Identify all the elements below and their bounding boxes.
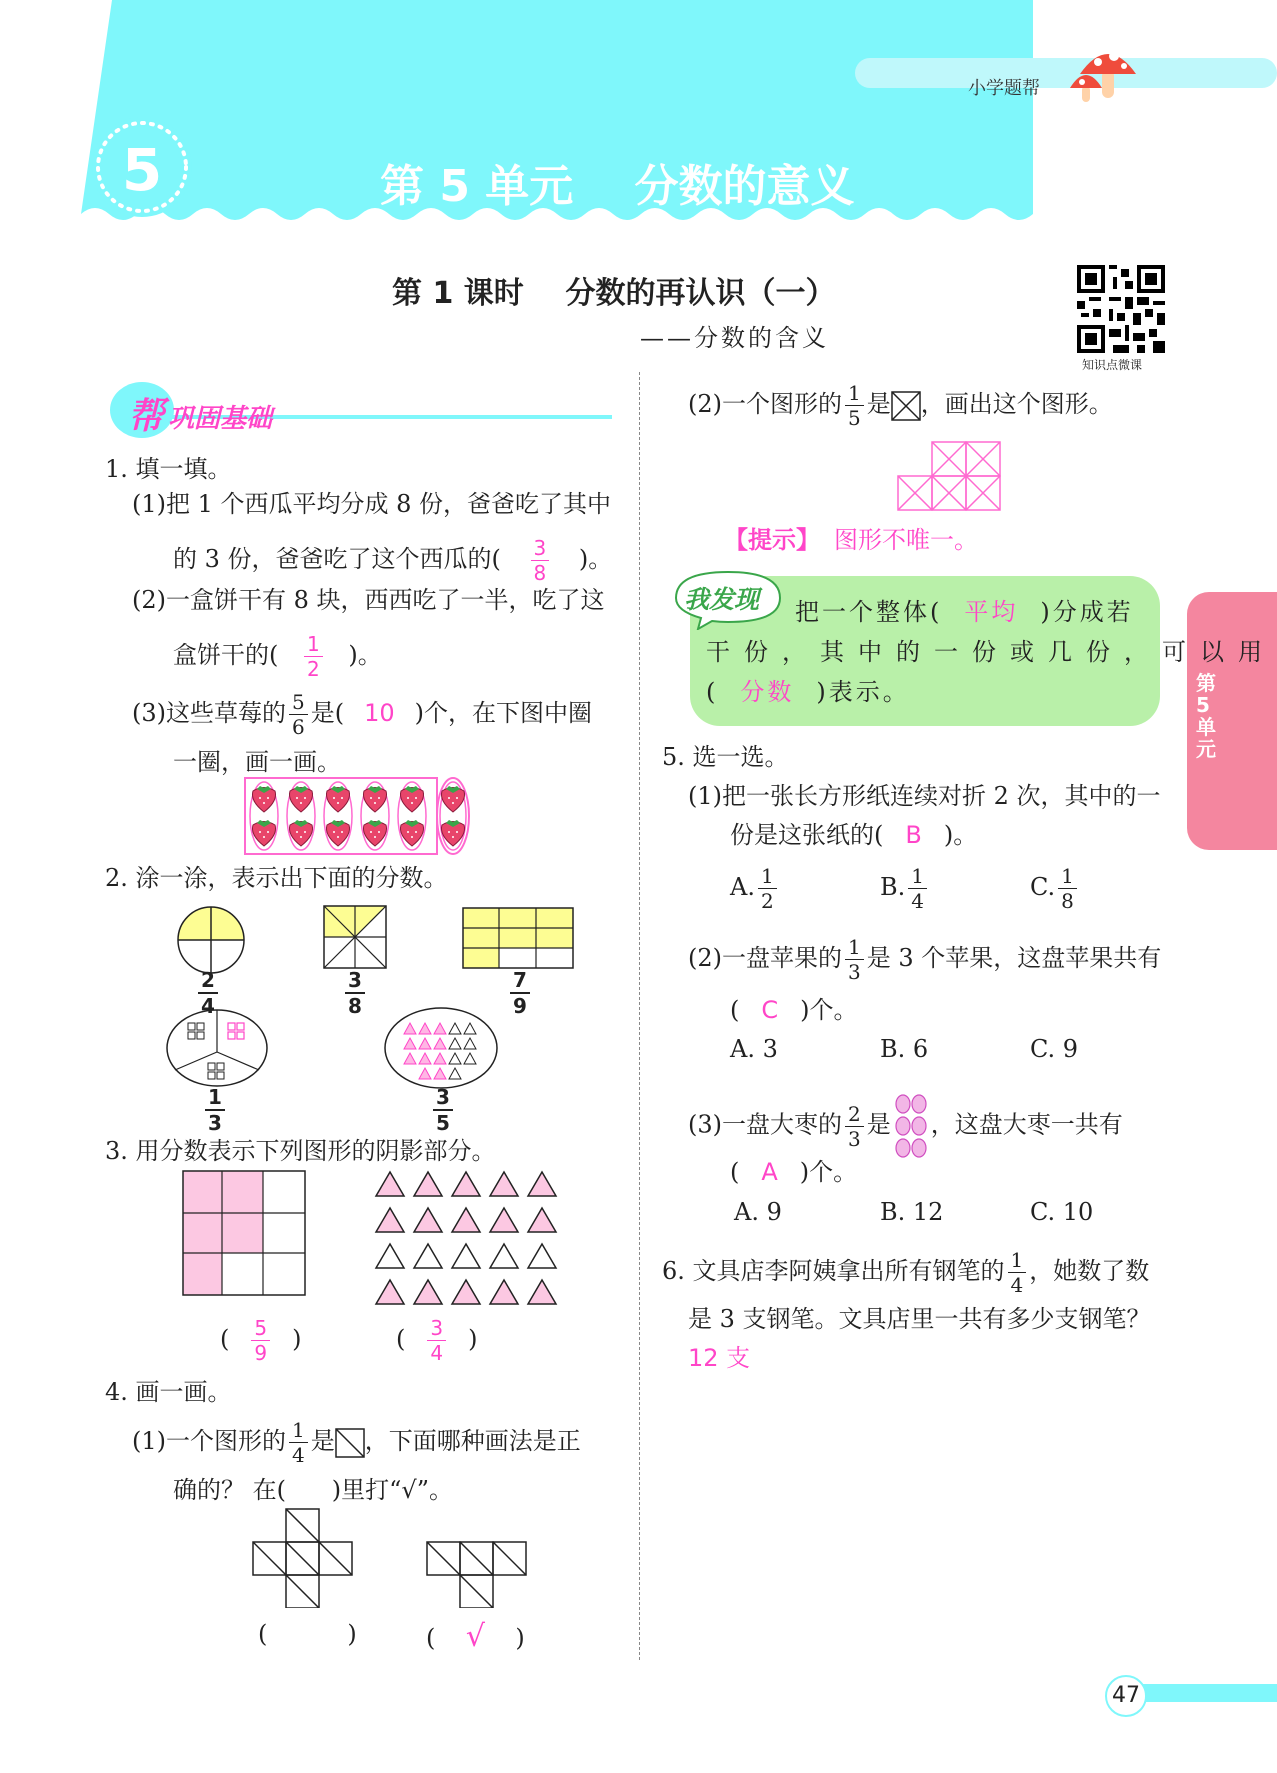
lesson-title: 第 1 课时 分数的再认识（一） (392, 276, 836, 311)
q4-p2-line1: (2)一个图形的 $\frac{1}{5}$ 是 ，画出这个图形。 (688, 381, 1113, 430)
q6-line2: 是 3 支钢笔。文具店里一共有多少支钢笔？ (688, 1305, 1151, 1333)
q5-p2-option-a[interactable]: A. 3 (730, 1035, 778, 1063)
q1-p2-answer: $\frac{1}{2}$ (304, 634, 323, 679)
section-label: 巩固基础 (168, 404, 273, 434)
q5-p2-option-b[interactable]: B. 6 (880, 1035, 929, 1063)
discover-line1: 把一个整体( 平均 )分成若 (795, 598, 1134, 626)
q1-p3-line1: (3)这些草莓的 $\frac{5}{6}$ 是( 10 )个，在下图中圈 (132, 690, 593, 739)
q5-p1-line2: 份是这张纸的( B )。 (730, 821, 978, 849)
q1-p3-line2: 一圈，画一画。 (173, 748, 341, 776)
q1-p1-line2: 的 3 份，爸爸吃了这个西瓜的( $\frac{3}{8}$ )。 (173, 536, 613, 585)
q1-p2-line2: 盒饼干的( $\frac{1}{2}$ )。 (173, 632, 382, 681)
qr-caption: 知识点微课 (1082, 358, 1143, 372)
dates-icon (893, 1093, 929, 1159)
side-tab-label: 第5单元 (1196, 671, 1216, 761)
q5-p3-line1: (3)一盘大枣的 $\frac{2}{3}$ 是 ，这盘大枣一共有 (688, 1093, 1123, 1159)
q1-p1-line1: (1)把 1 个西瓜平均分成 8 份，爸爸吃了其中 (132, 490, 612, 518)
q2-fraction-4: 1 3 (205, 1087, 225, 1133)
q2-fraction-2: 3 8 (345, 970, 365, 1016)
q3-answer-1: ( $\frac{5}{9}$ ) (220, 1316, 302, 1365)
q5-p3-option-c[interactable]: C. 10 (1030, 1198, 1094, 1226)
q2-fraction-1: 2 4 (198, 970, 218, 1016)
x-square-icon (891, 391, 921, 421)
q5-p1-option-c[interactable]: C. $\frac{1}{8}$ (1030, 866, 1080, 911)
q5-p3-option-b[interactable]: B. 12 (880, 1198, 944, 1226)
q1-p3-answer: 10 (364, 699, 395, 727)
q4-choice-2[interactable]: ( √ ) (426, 1619, 525, 1654)
q3-answer-2: ( $\frac{3}{4}$ ) (396, 1316, 478, 1365)
q5-p1-line1: (1)把一张长方形纸连续对折 2 次，其中的一 (688, 782, 1161, 810)
q3-figures (180, 1168, 570, 1308)
q5-p3-option-a[interactable]: A. 9 (734, 1198, 782, 1226)
q2-fraction-3: 7 9 (510, 970, 530, 1016)
q6-answer: 12 支 (688, 1344, 751, 1372)
q5-p2-line1: (2)一盘苹果的 $\frac{1}{3}$ 是 3 个苹果，这盘苹果共有 (688, 935, 1162, 984)
brand-label: 小学题帮 (968, 78, 1040, 99)
q2-title: 2. 涂一涂，表示出下面的分数。 (105, 864, 448, 892)
q4-p2-drawing (896, 440, 1002, 514)
q5-p2-option-c[interactable]: C. 9 (1030, 1035, 1079, 1063)
unit-title: 第 5 单元 分数的意义 (380, 161, 855, 212)
discover-line3: ( 分数 )表示。 (706, 678, 910, 706)
q5-title: 5. 选一选。 (662, 743, 789, 771)
column-divider (639, 372, 640, 1660)
q5-p1-option-a[interactable]: A. $\frac{1}{2}$ (730, 866, 780, 911)
q6-line1: 6. 文具店李阿姨拿出所有钢笔的 $\frac{1}{4}$ ，她数了数 (662, 1248, 1150, 1297)
q4-title: 4. 画一画。 (105, 1378, 232, 1406)
q4-hint: 【提示】 图形不唯一。 (724, 526, 978, 554)
q4-p1-line2: 确的？ 在( )里打“√”。 (173, 1476, 453, 1504)
page-number: 47 (1105, 1675, 1147, 1717)
qr-code[interactable] (1077, 265, 1165, 353)
q1-p2-line1: (2)一盒饼干有 8 块，西西吃了一半，吃了这 (132, 586, 605, 614)
half-square-icon (335, 1428, 365, 1458)
discover-line2: 干份，其中的一份或几份，可以用 (706, 638, 1276, 666)
q5-p3-line2: ( A )个。 (730, 1158, 858, 1186)
q5-p2-line2: ( C )个。 (730, 996, 858, 1024)
q5-p1-option-b[interactable]: B. $\frac{1}{4}$ (880, 866, 930, 911)
section-badge: 帮 (128, 396, 165, 437)
lesson-subtitle: ——分数的含义 (640, 324, 829, 352)
strawberry-figure (240, 774, 476, 858)
q2-fraction-5: 3 5 (433, 1087, 453, 1133)
q1-title: 1. 填一填。 (105, 455, 232, 483)
q1-p1-answer: $\frac{3}{8}$ (531, 538, 550, 583)
unit-number: 5 (121, 136, 163, 204)
discover-badge: 我发现 (684, 585, 760, 614)
footer-bar (1128, 1684, 1277, 1702)
q4-figures (250, 1508, 540, 1608)
q4-choice-1[interactable]: ( ) (258, 1620, 357, 1648)
q4-p1-line1: (1)一个图形的 $\frac{1}{4}$ 是 ，下面哪种画法是正 (132, 1418, 581, 1467)
q3-title: 3. 用分数表示下列图形的阴影部分。 (105, 1137, 496, 1165)
